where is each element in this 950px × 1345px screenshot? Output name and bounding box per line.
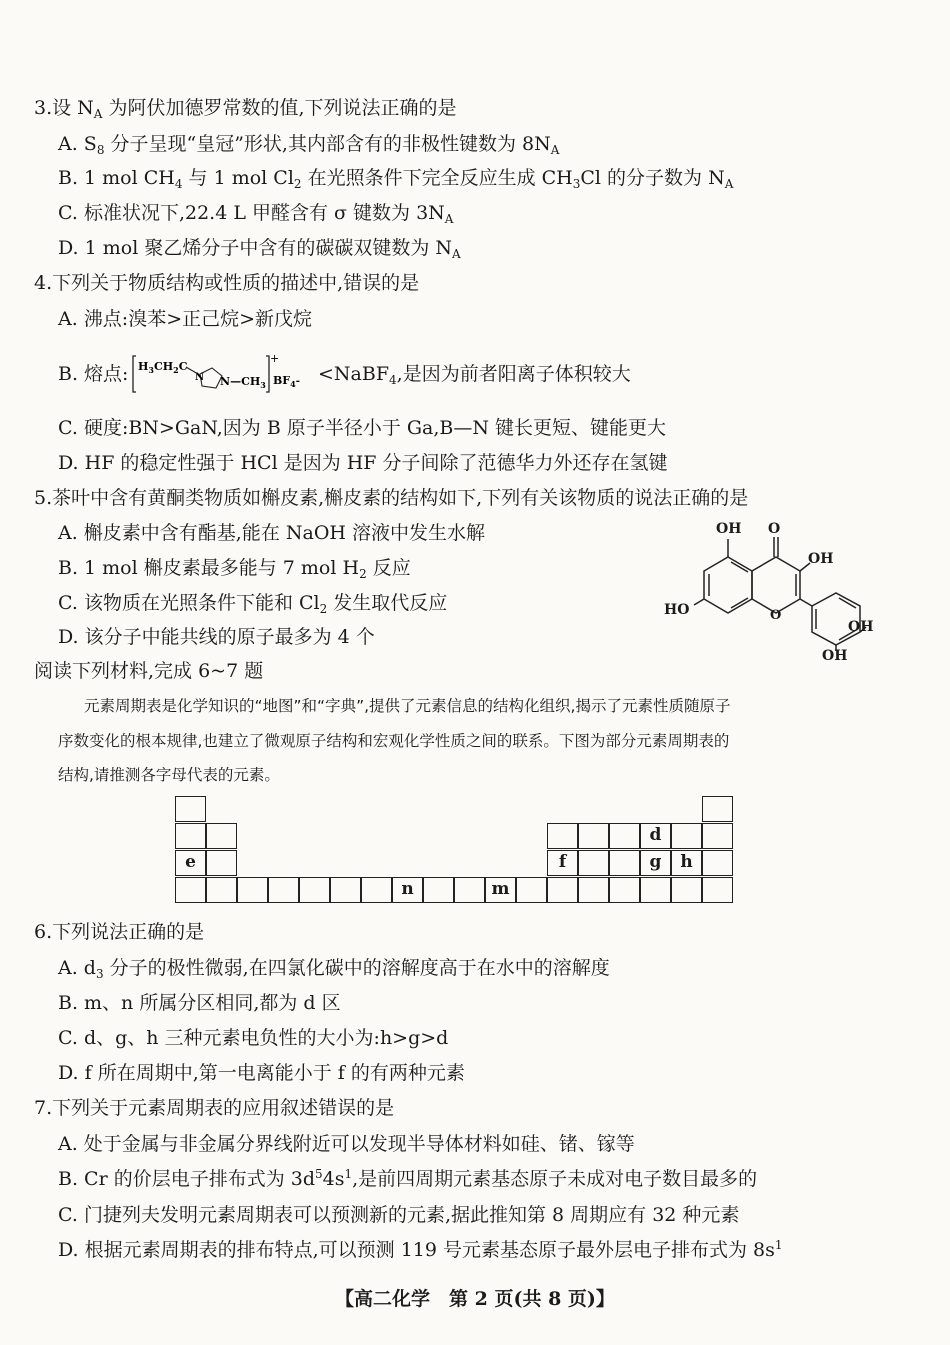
q7-option-a: A. 处于金属与非金属分界线附近可以发现半导体材料如硅、锗、镓等 [58,1133,635,1155]
element-cell [175,877,206,903]
element-cell-g: g [640,850,671,876]
q4-option-d: D. HF 的稳定性强于 HCl 是因为 HF 分子间除了范德华力外还存在氢键 [58,452,668,474]
svg-text:+: + [270,352,280,365]
svg-text:OH: OH [822,648,848,660]
page-footer: 【高二化学 第 2 页(共 8 页)】 [335,1288,615,1310]
element-cell-f: f [547,850,578,876]
q7-option-b: B. Cr 的价层电子排布式为 $3d^54s^1$,是前四周期元素基态原子未成对电子数目最多的 [58,1167,758,1190]
svg-text:HO: HO [664,602,690,618]
element-cell-m: m [485,877,516,903]
q6-option-b: B. m、n 所属分区相同,都为 d 区 [58,992,341,1014]
q6-option-c: C. d、g、h 三种元素电负性的大小为:h>g>d [58,1027,449,1049]
element-cell [702,850,733,876]
reading-paragraph-line-3: 结构,请推测各字母代表的元素。 [58,766,280,784]
element-cell [671,877,702,903]
svg-text:OH: OH [808,551,834,567]
svg-text:N: N [195,372,205,383]
element-cell [609,850,640,876]
element-cell-d: d [640,823,671,849]
q3-option-b: B. 1 mol $CH_4$ 与 1 mol $Cl_2$ 在光照条件下完全反应生成 $CH_3Cl$ 的分子数为 $N_A$ [58,167,734,191]
q4-option-b-suffix: <NaBF$_4$,是因为前者阳离子体积较大 [318,363,631,387]
element-cell [578,850,609,876]
element-cell [175,823,206,849]
element-cell [423,877,454,903]
q5-option-d: D. 该分子中能共线的原子最多为 4 个 [58,626,375,648]
q3-option-d: D. 1 mol 聚乙烯分子中含有的碳碳双键数为 $N_A$ [58,237,461,261]
element-cell [361,877,392,903]
svg-text:H3CH2C: $H_3CH_2C$ [138,360,188,375]
q3-option-c: C. 标准状况下,22.4 L 甲醛含有 σ 键数为 $3N_A$ [58,202,454,226]
element-cell [578,823,609,849]
element-cell [516,877,547,903]
svg-text:OH: OH [848,619,874,635]
svg-text:O: O [768,521,781,537]
q7-option-d: D. 根据元素周期表的排布特点,可以预测 119 号元素基态原子最外层电子排布式为 $8s^1$ [58,1238,783,1261]
element-cell [175,796,206,822]
q5-stem: 5.茶叶中含有黄酮类物质如槲皮素,槲皮素的结构如下,下列有关该物质的说法正确的是 [34,487,749,509]
quercetin-structure [660,515,880,660]
element-cell-n: n [392,877,423,903]
q4-stem: 4.下列关于物质结构或性质的描述中,错误的是 [34,272,420,294]
q7-option-c: C. 门捷列夫发明元素周期表可以预测新的元素,据此推知第 8 周期应有 32 种元素 [58,1204,740,1226]
svg-text:N—CH3: $N—CH_3$ [220,375,266,390]
q7-stem: 7.下列关于元素周期表的应用叙述错误的是 [34,1097,395,1119]
element-cell [671,823,702,849]
element-cell [206,850,237,876]
element-cell [578,877,609,903]
svg-text:OH: OH [716,521,742,537]
reading-intro: 阅读下列材料,完成 6~7 题 [34,660,264,682]
q6-stem: 6.下列说法正确的是 [34,921,205,943]
q4-option-a: A. 沸点:溴苯>正己烷>新戊烷 [58,308,313,330]
element-cell [547,877,578,903]
reading-paragraph-line-2: 序数变化的根本规律,也建立了微观原子结构和宏观化学性质之间的联系。下图为部分元素周期表的 [58,732,730,750]
svg-text:BF4-: $BF_4-$ [273,374,300,389]
element-cell [702,796,733,822]
element-cell [702,823,733,849]
element-cell [237,877,268,903]
element-cell [547,823,578,849]
q4-option-b: B. 熔点: [58,363,129,385]
element-cell-h: h [671,850,702,876]
imidazolium-formula [132,352,312,398]
element-cell [702,877,733,903]
q6-option-d: D. f 所在周期中,第一电离能小于 f 的有两种元素 [58,1062,465,1084]
element-cell [206,877,237,903]
q6-option-a: A. $d_3$ 分子的极性微弱,在四氯化碳中的溶解度高于在水中的溶解度 [58,957,610,981]
element-cell [609,823,640,849]
element-cell-e: e [175,850,206,876]
element-cell [640,877,671,903]
element-cell [330,877,361,903]
q4-option-c: C. 硬度:BN>GaN,因为 B 原子半径小于 Ga,B—N 键长更短、键能更大 [58,417,667,439]
element-cell [299,877,330,903]
element-cell [206,823,237,849]
element-cell [609,877,640,903]
q5-option-b: B. 1 mol 槲皮素最多能与 7 mol $H_2$ 反应 [58,557,411,581]
element-cell [268,877,299,903]
element-cell [454,877,485,903]
q5-option-a: A. 槲皮素中含有酯基,能在 NaOH 溶液中发生水解 [58,522,486,544]
svg-text:O: O [770,608,782,623]
q3-stem: 3.设 $N_A$ 为阿伏加德罗常数的值,下列说法正确的是 [34,97,457,121]
reading-paragraph-line-1: 元素周期表是化学知识的“地图”和“字典”,提供了元素信息的结构化组织,揭示了元素性质随原子 [84,697,731,715]
q5-option-c: C. 该物质在光照条件下能和 $Cl_2$ 发生取代反应 [58,592,448,616]
q3-option-a: A. $S_8$ 分子呈现“皇冠”形状,其内部含有的非极性键数为 $8N_A$ [58,133,560,157]
